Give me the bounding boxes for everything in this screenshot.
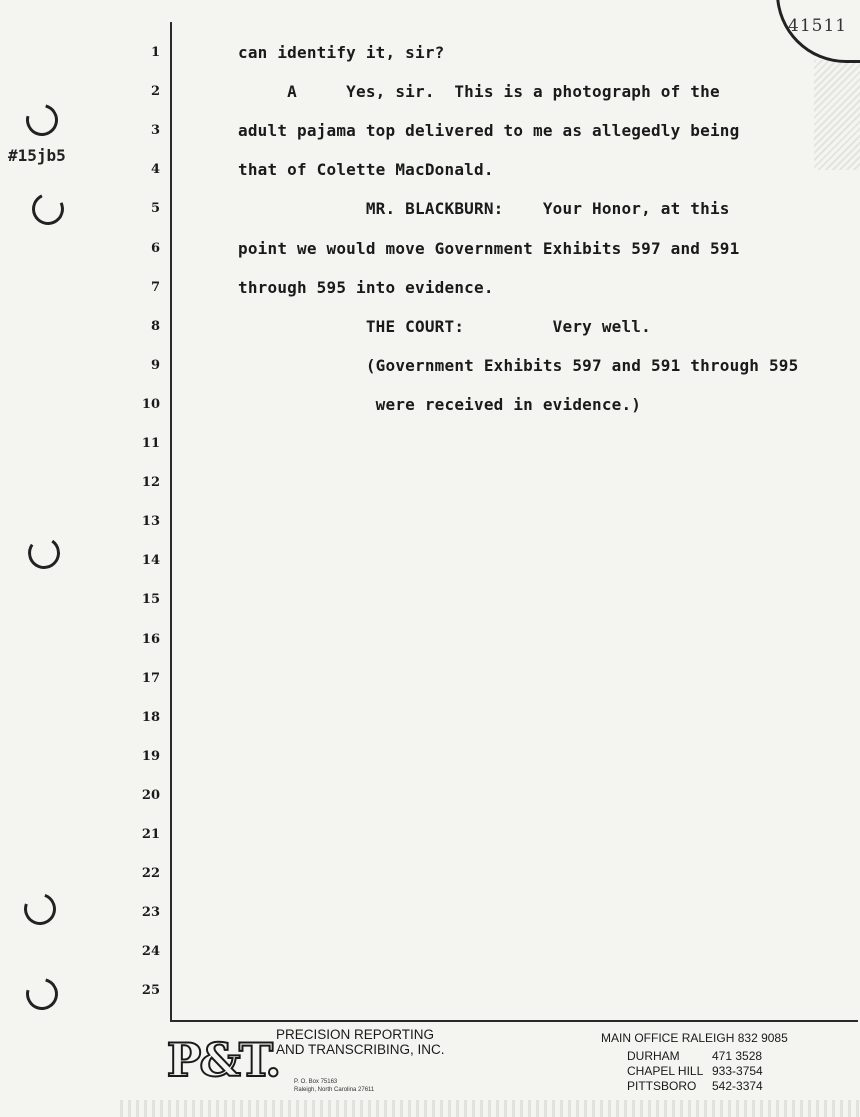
bottom-rule — [170, 1020, 858, 1022]
binder-hole-icon — [19, 888, 62, 931]
line-number: 7 — [150, 279, 160, 295]
transcript-line: A Yes, sir. This is a photograph of the — [238, 82, 720, 102]
binder-hole-icon — [20, 98, 64, 142]
transcript-line: through 595 into evidence. — [238, 277, 494, 297]
company-line-2: AND TRANSCRIBING, INC. — [276, 1042, 445, 1057]
transcript-line: were received in evidence.) — [238, 394, 642, 414]
office-phone: 471 3528 — [712, 1049, 763, 1063]
po-line-1: P. O. Box 75163 — [294, 1079, 338, 1085]
main-office-city: RALEIGH — [681, 1031, 735, 1045]
line-number: 22 — [141, 866, 160, 882]
line-number: 25 — [141, 983, 160, 999]
transcript-line: that of Colette MacDonald. — [238, 160, 494, 180]
margin-rule — [170, 22, 172, 1022]
line-number: 18 — [141, 709, 160, 725]
line-number: 14 — [141, 553, 160, 569]
office-phone: 542-3374 — [712, 1079, 763, 1093]
line-number: 24 — [141, 944, 160, 960]
line-number: 1 — [150, 45, 160, 60]
po-box — [294, 1078, 374, 1094]
office-city: DURHAM — [627, 1049, 680, 1063]
binder-hole-icon — [27, 188, 68, 229]
office-phone: 933-3754 — [712, 1064, 763, 1078]
line-number: 10 — [141, 396, 160, 412]
line-number: 15 — [141, 592, 160, 608]
transcript-line: MR. BLACKBURN: Your Honor, at this — [238, 199, 730, 219]
line-number: 19 — [141, 748, 160, 764]
company-name — [276, 1027, 445, 1057]
main-office — [601, 1031, 788, 1045]
line-number: 5 — [150, 201, 160, 217]
page-number: 41511 — [788, 16, 848, 36]
line-number: 23 — [141, 905, 160, 921]
line-number: 11 — [141, 436, 160, 451]
scan-noise — [120, 1100, 860, 1117]
po-line-2: Raleigh, North Carolina 27611 — [294, 1087, 375, 1093]
line-number: 2 — [150, 84, 160, 100]
transcript-line: THE COURT: Very well. — [238, 316, 651, 336]
line-number: 20 — [141, 787, 160, 803]
line-number: 8 — [150, 318, 160, 334]
line-number: 16 — [141, 631, 160, 647]
line-number: 9 — [150, 357, 160, 373]
office-city: PITTSBORO — [627, 1079, 697, 1093]
main-office-label: MAIN OFFICE — [601, 1031, 679, 1045]
transcript-line: (Government Exhibits 597 and 591 through 595 — [238, 355, 799, 375]
line-number: 21 — [141, 827, 160, 842]
binder-hole-icon — [25, 534, 62, 571]
company-logo — [166, 1030, 280, 1090]
transcript-line: adult pajama top delivered to me as allegedly being — [238, 121, 740, 141]
line-number: 12 — [141, 475, 160, 491]
main-office-phone: 832 9085 — [737, 1031, 788, 1045]
line-number: 3 — [150, 123, 160, 139]
line-number: 17 — [141, 670, 160, 686]
binder-hole-icon — [20, 972, 64, 1016]
transcript-line: can identify it, sir? — [238, 43, 445, 62]
transcript-line: point we would move Government Exhibits 597 and 591 — [238, 238, 740, 258]
line-number: 6 — [150, 240, 160, 256]
line-number: 13 — [141, 514, 160, 530]
office-city: CHAPEL HILL — [627, 1064, 704, 1078]
logo-text: P&T. — [166, 1033, 280, 1087]
file-tag: #15jb5 — [8, 146, 66, 165]
line-number: 4 — [150, 162, 160, 178]
scan-shading — [814, 60, 860, 170]
company-line-1: PRECISION REPORTING — [276, 1027, 435, 1042]
